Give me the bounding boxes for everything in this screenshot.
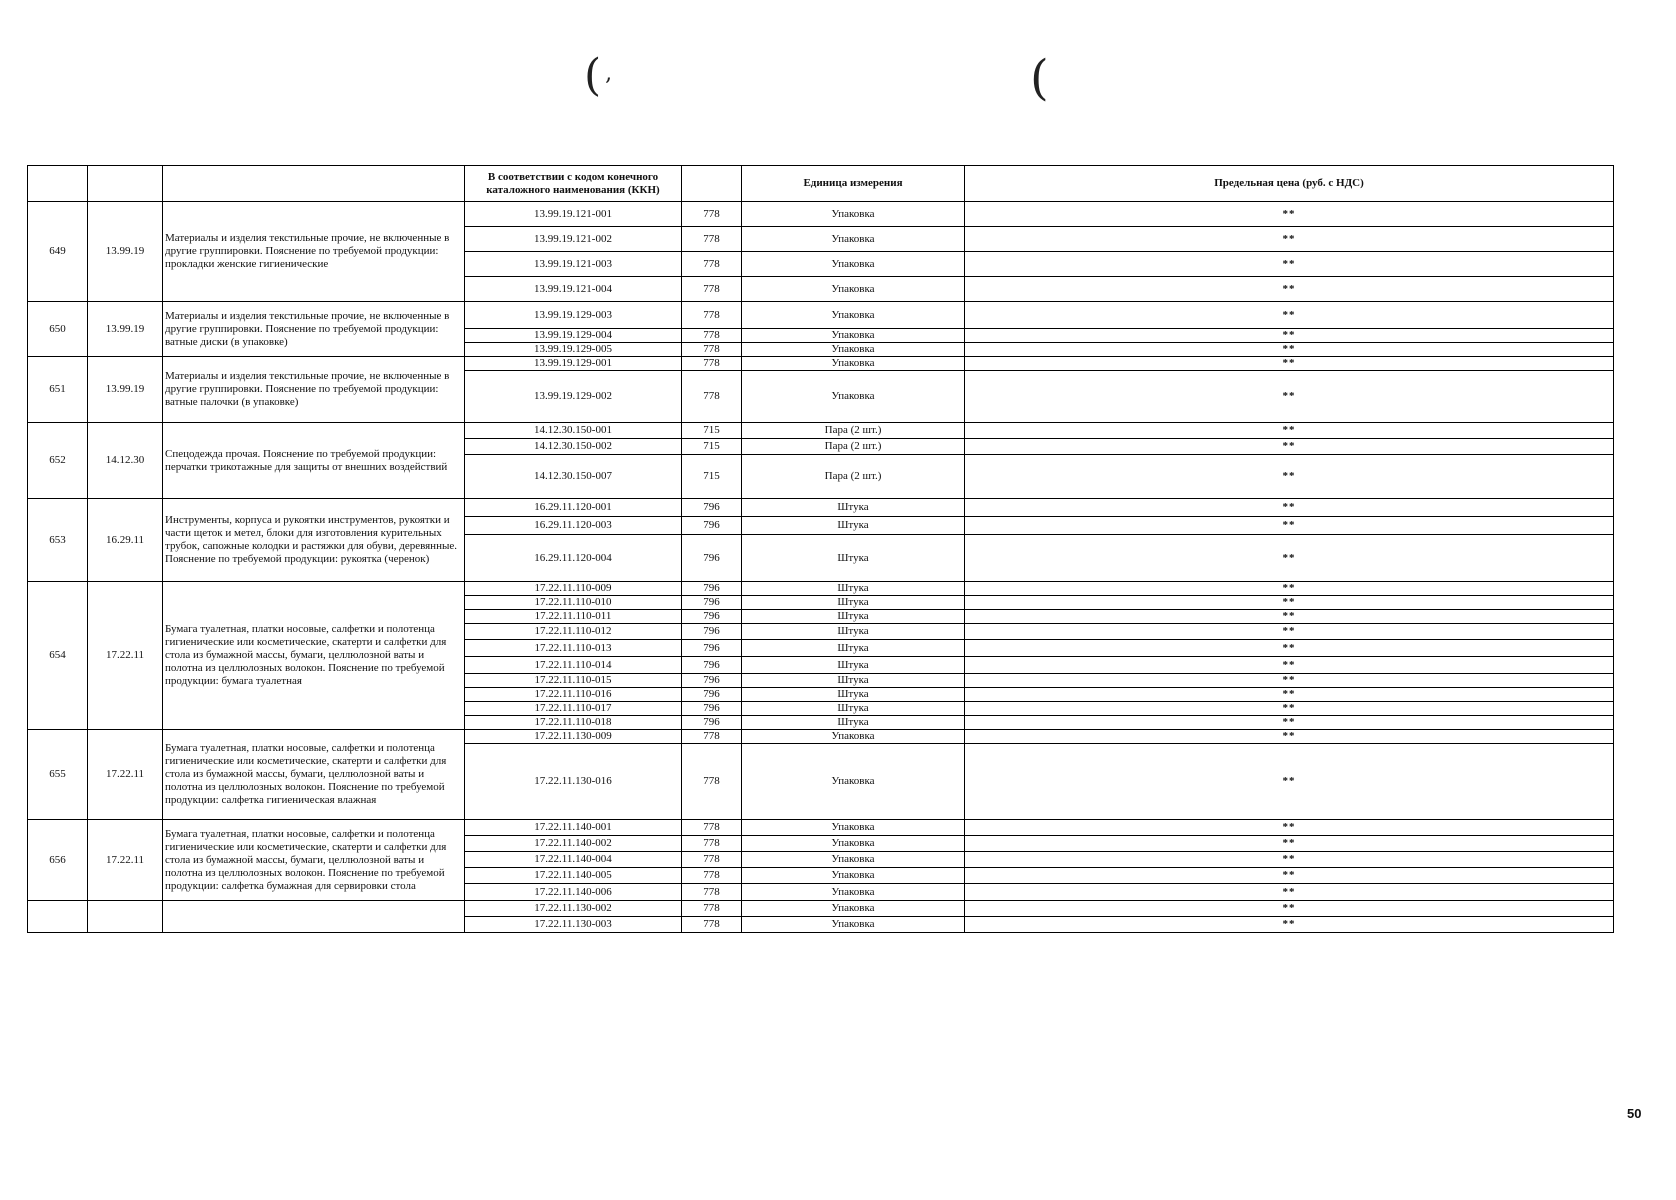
okei-code: 778 <box>682 329 742 343</box>
kkn-code: 17.22.11.130-009 <box>465 730 682 744</box>
unit-of-measure: Штука <box>742 582 965 596</box>
item-description: Бумага туалетная, платки носовые, салфетки и полотенца гигиенические или косметические, скатерти и салфетки для стола из бумажной массы, бумаги, целлюлозной ваты и полотна из целлюлозных волокон. Пояснение по требуемой продукции: бумага туалетная <box>163 582 465 730</box>
kkn-code: 13.99.19.129-003 <box>465 302 682 329</box>
max-price: ** <box>965 371 1614 423</box>
price-table <box>27 165 1614 933</box>
max-price: ** <box>965 688 1614 702</box>
kkn-code: 17.22.11.110-015 <box>465 674 682 688</box>
kkn-code: 17.22.11.140-002 <box>465 836 682 852</box>
unit-of-measure: Штука <box>742 640 965 657</box>
item-description: Бумага туалетная, платки носовые, салфетки и полотенца гигиенические или косметические, скатерти и салфетки для стола из бумажной массы, бумаги, целлюлозной ваты и полотна из целлюлозных волокон. Пояснение по требуемой продукции: салфетка бумажная для сервировки стола <box>163 820 465 901</box>
okei-code: 796 <box>682 499 742 517</box>
unit-of-measure: Штука <box>742 657 965 674</box>
max-price: ** <box>965 917 1614 933</box>
kkn-code: 17.22.11.110-012 <box>465 624 682 640</box>
okei-code: 778 <box>682 202 742 227</box>
okei-code: 778 <box>682 917 742 933</box>
unit-of-measure: Штука <box>742 610 965 624</box>
unit-of-measure: Штука <box>742 702 965 716</box>
okei-code: 778 <box>682 852 742 868</box>
table-row <box>28 423 1614 439</box>
max-price: ** <box>965 674 1614 688</box>
max-price: ** <box>965 499 1614 517</box>
okpd-code: 17.22.11 <box>88 820 163 901</box>
unit-of-measure: Штука <box>742 674 965 688</box>
okpd-code: 16.29.11 <box>88 499 163 582</box>
max-price: ** <box>965 610 1614 624</box>
max-price: ** <box>965 596 1614 610</box>
max-price: ** <box>965 716 1614 730</box>
kkn-code: 13.99.19.121-003 <box>465 252 682 277</box>
kkn-code: 17.22.11.130-002 <box>465 901 682 917</box>
unit-of-measure: Штука <box>742 499 965 517</box>
row-number <box>28 901 88 933</box>
unit-of-measure: Упаковка <box>742 202 965 227</box>
header-unit: Единица измерения <box>742 166 965 202</box>
kkn-code: 17.22.11.110-014 <box>465 657 682 674</box>
okei-code: 796 <box>682 688 742 702</box>
table-row <box>28 202 1614 227</box>
kkn-code: 13.99.19.121-001 <box>465 202 682 227</box>
unit-of-measure: Пара (2 шт.) <box>742 455 965 499</box>
max-price: ** <box>965 744 1614 820</box>
okei-code: 778 <box>682 868 742 884</box>
row-number: 651 <box>28 357 88 423</box>
header-cell-num <box>28 166 88 202</box>
okei-code: 796 <box>682 624 742 640</box>
max-price: ** <box>965 624 1614 640</box>
okei-code: 796 <box>682 674 742 688</box>
unit-of-measure: Штука <box>742 624 965 640</box>
max-price: ** <box>965 852 1614 868</box>
okei-code: 778 <box>682 252 742 277</box>
unit-of-measure: Упаковка <box>742 343 965 357</box>
unit-of-measure: Упаковка <box>742 227 965 252</box>
okei-code: 778 <box>682 302 742 329</box>
okei-code: 796 <box>682 640 742 657</box>
kkn-code: 13.99.19.129-004 <box>465 329 682 343</box>
okei-code: 778 <box>682 820 742 836</box>
unit-of-measure: Штука <box>742 517 965 535</box>
max-price: ** <box>965 836 1614 852</box>
header-cell-okpd <box>88 166 163 202</box>
max-price: ** <box>965 423 1614 439</box>
unit-of-measure: Упаковка <box>742 744 965 820</box>
table-row <box>28 820 1614 836</box>
header-price: Предельная цена (руб. с НДС) <box>965 166 1614 202</box>
kkn-code: 16.29.11.120-004 <box>465 535 682 582</box>
okpd-code: 17.22.11 <box>88 582 163 730</box>
unit-of-measure: Упаковка <box>742 252 965 277</box>
max-price: ** <box>965 252 1614 277</box>
max-price: ** <box>965 227 1614 252</box>
max-price: ** <box>965 702 1614 716</box>
max-price: ** <box>965 657 1614 674</box>
row-number: 654 <box>28 582 88 730</box>
kkn-code: 17.22.11.110-013 <box>465 640 682 657</box>
table-row <box>28 499 1614 517</box>
row-number: 652 <box>28 423 88 499</box>
header-kkn: В соответствии с кодом конечного каталожного наименования (ККН) <box>465 166 682 202</box>
unit-of-measure: Упаковка <box>742 852 965 868</box>
okei-code: 778 <box>682 884 742 901</box>
unit-of-measure: Штука <box>742 596 965 610</box>
okei-code: 778 <box>682 343 742 357</box>
kkn-code: 17.22.11.130-003 <box>465 917 682 933</box>
max-price: ** <box>965 884 1614 901</box>
max-price: ** <box>965 535 1614 582</box>
okei-code: 796 <box>682 582 742 596</box>
table-row <box>28 730 1614 744</box>
kkn-code: 14.12.30.150-002 <box>465 439 682 455</box>
max-price: ** <box>965 277 1614 302</box>
row-number: 656 <box>28 820 88 901</box>
max-price: ** <box>965 730 1614 744</box>
unit-of-measure: Упаковка <box>742 730 965 744</box>
kkn-code: 17.22.11.140-006 <box>465 884 682 901</box>
row-number: 653 <box>28 499 88 582</box>
kkn-code: 17.22.11.110-018 <box>465 716 682 730</box>
kkn-code: 14.12.30.150-001 <box>465 423 682 439</box>
item-description: Инструменты, корпуса и рукоятки инструментов, рукоятки и части щеток и метел, блоки для изготовления курительных трубок, сапожные колодки и растяжки для обуви, деревянные. Пояснение по требуемой продукции: рукоятка (черенок) <box>163 499 465 582</box>
kkn-code: 17.22.11.110-016 <box>465 688 682 702</box>
kkn-code: 17.22.11.130-016 <box>465 744 682 820</box>
item-description <box>163 901 465 933</box>
unit-of-measure: Пара (2 шт.) <box>742 423 965 439</box>
unit-of-measure: Штука <box>742 688 965 702</box>
max-price: ** <box>965 455 1614 499</box>
row-number: 649 <box>28 202 88 302</box>
item-description: Материалы и изделия текстильные прочие, не включенные в другие группировки. Пояснение по требуемой продукции: ватные диски (в упаковке) <box>163 302 465 357</box>
unit-of-measure: Упаковка <box>742 884 965 901</box>
item-description: Материалы и изделия текстильные прочие, не включенные в другие группировки. Пояснение по требуемой продукции: ватные палочки (в упаковке) <box>163 357 465 423</box>
unit-of-measure: Упаковка <box>742 836 965 852</box>
okei-code: 796 <box>682 610 742 624</box>
okpd-code: 13.99.19 <box>88 202 163 302</box>
item-description: Спецодежда прочая. Пояснение по требуемой продукции: перчатки трикотажные для защиты от внешних воздействий <box>163 423 465 499</box>
max-price: ** <box>965 517 1614 535</box>
okei-code: 778 <box>682 901 742 917</box>
okei-code: 715 <box>682 439 742 455</box>
kkn-code: 13.99.19.129-001 <box>465 357 682 371</box>
max-price: ** <box>965 202 1614 227</box>
okei-code: 778 <box>682 227 742 252</box>
unit-of-measure: Упаковка <box>742 277 965 302</box>
max-price: ** <box>965 901 1614 917</box>
okei-code: 778 <box>682 744 742 820</box>
kkn-code: 17.22.11.140-005 <box>465 868 682 884</box>
okei-code: 715 <box>682 455 742 499</box>
okei-code: 796 <box>682 702 742 716</box>
page-number: 50 <box>1627 1106 1642 1121</box>
unit-of-measure: Упаковка <box>742 917 965 933</box>
unit-of-measure: Упаковка <box>742 371 965 423</box>
item-description: Бумага туалетная, платки носовые, салфетки и полотенца гигиенические или косметические, скатерти и салфетки для стола из бумажной массы, бумаги, целлюлозной ваты и полотна из целлюлозных волокон. Пояснение по требуемой продукции: салфетка гигиеническая влажная <box>163 730 465 820</box>
okei-code: 796 <box>682 517 742 535</box>
okei-code: 715 <box>682 423 742 439</box>
unit-of-measure: Упаковка <box>742 868 965 884</box>
kkn-code: 16.29.11.120-003 <box>465 517 682 535</box>
okpd-code <box>88 901 163 933</box>
okei-code: 778 <box>682 371 742 423</box>
okpd-code: 17.22.11 <box>88 730 163 820</box>
okei-code: 796 <box>682 596 742 610</box>
item-description: Материалы и изделия текстильные прочие, не включенные в другие группировки. Пояснение по требуемой продукции: прокладки женские гигиенические <box>163 202 465 302</box>
okpd-code: 14.12.30 <box>88 423 163 499</box>
scan-artifact-right: ( <box>1030 50 1049 106</box>
unit-of-measure: Штука <box>742 535 965 582</box>
kkn-code: 17.22.11.110-009 <box>465 582 682 596</box>
kkn-code: 13.99.19.121-002 <box>465 227 682 252</box>
okpd-code: 13.99.19 <box>88 357 163 423</box>
unit-of-measure: Упаковка <box>742 357 965 371</box>
okei-code: 778 <box>682 730 742 744</box>
okei-code: 778 <box>682 277 742 302</box>
kkn-code: 17.22.11.140-004 <box>465 852 682 868</box>
table-row <box>28 901 1614 917</box>
max-price: ** <box>965 329 1614 343</box>
table-row <box>28 582 1614 596</box>
max-price: ** <box>965 640 1614 657</box>
okei-code: 778 <box>682 357 742 371</box>
max-price: ** <box>965 439 1614 455</box>
unit-of-measure: Штука <box>742 716 965 730</box>
okpd-code: 13.99.19 <box>88 302 163 357</box>
kkn-code: 13.99.19.121-004 <box>465 277 682 302</box>
max-price: ** <box>965 582 1614 596</box>
unit-of-measure: Упаковка <box>742 901 965 917</box>
okei-code: 796 <box>682 657 742 674</box>
header-cell-desc <box>163 166 465 202</box>
kkn-code: 17.22.11.110-010 <box>465 596 682 610</box>
kkn-code: 13.99.19.129-005 <box>465 343 682 357</box>
unit-of-measure: Упаковка <box>742 302 965 329</box>
table-row <box>28 357 1614 371</box>
okei-code: 778 <box>682 836 742 852</box>
row-number: 650 <box>28 302 88 357</box>
unit-of-measure: Упаковка <box>742 820 965 836</box>
kkn-code: 17.22.11.110-017 <box>465 702 682 716</box>
max-price: ** <box>965 302 1614 329</box>
max-price: ** <box>965 343 1614 357</box>
kkn-code: 13.99.19.129-002 <box>465 371 682 423</box>
okei-code: 796 <box>682 716 742 730</box>
header-row <box>28 166 1614 202</box>
kkn-code: 17.22.11.110-011 <box>465 610 682 624</box>
max-price: ** <box>965 868 1614 884</box>
kkn-code: 16.29.11.120-001 <box>465 499 682 517</box>
max-price: ** <box>965 820 1614 836</box>
kkn-code: 17.22.11.140-001 <box>465 820 682 836</box>
max-price: ** <box>965 357 1614 371</box>
scan-artifact-left: ( , <box>584 50 613 101</box>
header-cell-okei <box>682 166 742 202</box>
unit-of-measure: Упаковка <box>742 329 965 343</box>
row-number: 655 <box>28 730 88 820</box>
table-row <box>28 302 1614 329</box>
kkn-code: 14.12.30.150-007 <box>465 455 682 499</box>
okei-code: 796 <box>682 535 742 582</box>
unit-of-measure: Пара (2 шт.) <box>742 439 965 455</box>
